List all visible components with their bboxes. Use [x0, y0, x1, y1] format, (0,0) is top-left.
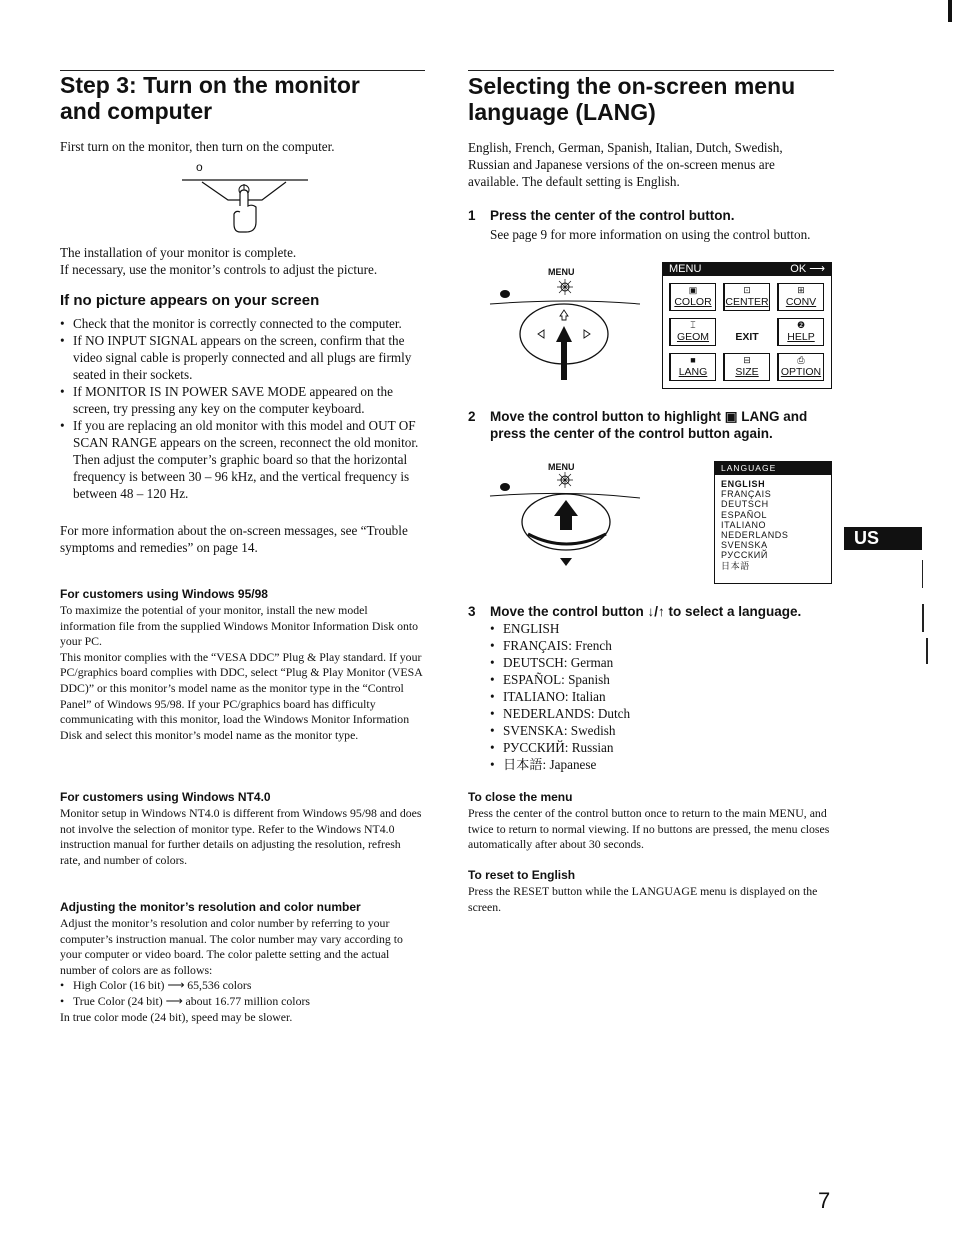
- menu-conv-button[interactable]: [777, 283, 824, 311]
- menu-option-button[interactable]: [777, 353, 824, 381]
- list-item: • NEDERLANDS: Dutch: [490, 705, 830, 722]
- resolution-body: [60, 916, 424, 1025]
- finger-press-power-icon: [180, 160, 310, 240]
- language-option-nederlands[interactable]: NEDERLANDS: [721, 530, 789, 541]
- lang-title: Selecting the on-screen menu language (LANG): [468, 73, 796, 125]
- list-item: • If NO INPUT SIGNAL appears on the screen, confirm that the video signal cable is properly connected and all plugs are firmly seated in their sockets.: [60, 332, 426, 383]
- menu-osd-ok: OK ⟶: [790, 263, 825, 275]
- step-3-text: Move the control button ↓/↑ to select a language.: [490, 604, 802, 619]
- lang-intro: English, French, German, Spanish, Italian, Dutch, Swedish, Russian and Japanese versions of the on-screen menus are available. The default setting is English.: [468, 140, 783, 189]
- margin-mark: [948, 0, 952, 22]
- install-complete-text: The installation of your monitor is complete.: [60, 245, 297, 260]
- reset-english-paragraph: Press the RESET button while the LANGUAGE menu is displayed on the screen.: [468, 884, 818, 914]
- close-menu-heading: To close the menu: [468, 790, 573, 804]
- language-osd-titlebar: [715, 462, 831, 475]
- resolution-paragraph-1: Adjust the monitor’s resolution and color number by referring to your computer’s instruction manual. The color number may vary according to your computer or video board. The color palette setting and the actual number of colors are as follows:: [60, 916, 403, 977]
- menu-center-label: CENTER: [725, 296, 769, 308]
- exit-icon: [725, 320, 769, 331]
- list-item: • DEUTSCH: German: [490, 654, 830, 671]
- list-item: • If MONITOR IS IN POWER SAVE MODE appeared on the screen, try pressing any key on the computer keyboard.: [60, 383, 426, 417]
- language-list: [490, 620, 830, 773]
- control-button-press-icon: [488, 262, 648, 384]
- resolution-paragraph-2: In true color mode (24 bit), speed may be slower.: [60, 1009, 293, 1024]
- lang-icon: ■: [690, 355, 696, 365]
- power-button-illustration: [180, 160, 310, 240]
- language-option-espanol[interactable]: ESPAÑOL: [721, 509, 768, 520]
- menu-color-button[interactable]: [669, 283, 716, 311]
- margin-mark: [926, 638, 928, 664]
- list-item: • ESPAÑOL: Spanish: [490, 671, 830, 688]
- list-item: • ITALIANO: Italian: [490, 688, 830, 705]
- adjust-picture-text: If necessary, use the monitor’s controls to adjust the picture.: [60, 262, 378, 277]
- right-title-rule: [468, 70, 834, 71]
- list-item: • If you are replacing an old monitor with this model and OUT OF SCAN RANGE appears on the screen, reconnect the old monitor. Then adjust the computer’s graphic board so that the horizontal frequency is between 30 – 96 kHz, and the vertical frequency is between 48 – 120 Hz.: [60, 417, 426, 502]
- menu-option-label: OPTION: [780, 366, 822, 378]
- power-indicator-mark: o: [196, 160, 203, 174]
- center-icon: ⊡: [743, 285, 751, 295]
- diagram-menu-label-2: MENU: [548, 462, 575, 472]
- list-item: • High Color (16 bit) ⟶ 65,536 colors: [60, 978, 424, 994]
- menu-geom-label: GEOM: [676, 331, 710, 343]
- margin-mark: [922, 560, 923, 588]
- help-icon: ❷: [796, 320, 806, 330]
- control-button-diagram-1: [488, 262, 648, 384]
- left-column: [60, 72, 428, 124]
- step-2-text: Move the control button to highlight ▣ LANG and press the center of the control button again.: [490, 409, 808, 441]
- menu-geom-button[interactable]: [669, 318, 716, 346]
- list-item: • FRANÇAIS: French: [490, 637, 830, 654]
- win9598-paragraph-2: This monitor complies with the “VESA DDC” Plug & Play standard. If your PC/graphics board complies with DDC, select “Plug & Play Monitor (VESA DDC)” or this monitor’s model name as the monitor type in the “Control Panel” of Windows 95/98. If your PC/graphics board has difficulty communicating with this monitor, load the Windows Monitor Information Disk and select this monitor’s model name as the monitor type.: [60, 649, 423, 742]
- list-item: • РУССКИЙ: Russian: [490, 739, 830, 756]
- list-item: • Check that the monitor is correctly connected to the computer.: [60, 315, 426, 332]
- menu-center-button[interactable]: [723, 283, 770, 311]
- menu-exit-button[interactable]: [723, 318, 770, 346]
- step3-intro: First turn on the monitor, then turn on the computer.: [60, 139, 335, 154]
- left-title-rule: [60, 70, 425, 71]
- menu-help-button[interactable]: [777, 318, 824, 346]
- win9598-body: [60, 603, 424, 743]
- control-button-diagram-2: [488, 458, 648, 570]
- menu-osd: [662, 262, 832, 389]
- step-1-text: Press the center of the control button.: [490, 208, 735, 223]
- step3-title: Step 3: Turn on the monitor and computer: [60, 72, 360, 124]
- margin-mark: [922, 604, 924, 632]
- language-osd-title: LANGUAGE: [721, 463, 777, 473]
- conv-icon: ⊞: [797, 285, 805, 295]
- page-number: 7: [818, 1188, 831, 1213]
- menu-size-label: SIZE: [735, 366, 759, 378]
- list-item: • 日本語: Japanese: [490, 756, 830, 773]
- language-option-svenska[interactable]: SVENSKA: [721, 540, 768, 551]
- nt40-paragraph: Monitor setup in Windows NT4.0 is different from Windows 95/98 and does not involve the selection of monitor type. Refer to the Windows NT4.0 instruction manual for further details on adjusting the resolution, refresh rate, and number of colors.: [60, 806, 422, 867]
- language-option-english[interactable]: ENGLISH: [721, 479, 766, 489]
- language-osd: [714, 461, 832, 584]
- color-mode-list: [60, 978, 424, 1009]
- menu-color-label: COLOR: [674, 296, 712, 308]
- list-item: • ENGLISH: [490, 620, 830, 637]
- language-option-deutsch[interactable]: DEUTSCH: [721, 499, 769, 510]
- win9598-paragraph-1: To maximize the potential of your monitor, install the new model information file from the supplied Windows Monitor Information Disk onto your PC.: [60, 603, 419, 649]
- option-icon: ⎙: [797, 355, 805, 365]
- menu-help-label: HELP: [787, 331, 815, 343]
- menu-size-button[interactable]: [723, 353, 770, 381]
- control-button-move-icon: [488, 458, 648, 570]
- language-option-italiano[interactable]: ITALIANO: [721, 519, 767, 530]
- language-option-francais[interactable]: FRANÇAIS: [721, 489, 772, 500]
- no-picture-list: [60, 315, 426, 502]
- language-option-russian[interactable]: РУССКИЙ: [721, 550, 768, 561]
- menu-conv-label: CONV: [785, 296, 817, 308]
- win9598-heading: For customers using Windows 95/98: [60, 587, 268, 601]
- list-item: • SVENSKA: Swedish: [490, 722, 830, 739]
- menu-osd-titlebar: [663, 263, 831, 276]
- step-1-sub: See page 9 for more information on using the control button.: [490, 227, 811, 242]
- diagram-menu-label: MENU: [548, 267, 575, 277]
- size-icon: ⊟: [743, 355, 751, 365]
- more-info-text: For more information about the on-screen messages, see “Trouble symptoms and remedies” on page 14.: [60, 523, 408, 555]
- region-tab-us: US: [844, 527, 922, 550]
- nt40-heading: For customers using Windows NT4.0: [60, 790, 271, 804]
- resolution-heading: Adjusting the monitor’s resolution and color number: [60, 900, 361, 914]
- step-3-number: 3: [468, 604, 476, 619]
- menu-osd-title: MENU: [669, 263, 702, 275]
- language-osd-list: [715, 475, 831, 571]
- step-2: [468, 408, 838, 444]
- geom-icon: ⌶: [690, 320, 696, 330]
- no-picture-heading: If no picture appears on your screen: [60, 292, 320, 309]
- step-2-number: 2: [468, 409, 476, 424]
- color-icon: ▣: [688, 285, 698, 295]
- menu-lang-label: LANG: [678, 366, 708, 378]
- close-menu-paragraph: Press the center of the control button once to return to the main MENU, and twice to return to normal viewing. If no buttons are pressed, the menu closes automatically after about 30 seconds.: [468, 806, 830, 852]
- step-3: [468, 603, 838, 621]
- list-item: • True Color (24 bit) ⟶ about 16.77 million colors: [60, 994, 424, 1010]
- menu-lang-button[interactable]: [669, 353, 716, 381]
- reset-english-heading: To reset to English: [468, 868, 576, 882]
- menu-exit-label: EXIT: [735, 331, 759, 343]
- step-1-number: 1: [468, 208, 476, 223]
- step-1: [468, 207, 838, 225]
- language-option-japanese[interactable]: 日本語: [721, 560, 750, 571]
